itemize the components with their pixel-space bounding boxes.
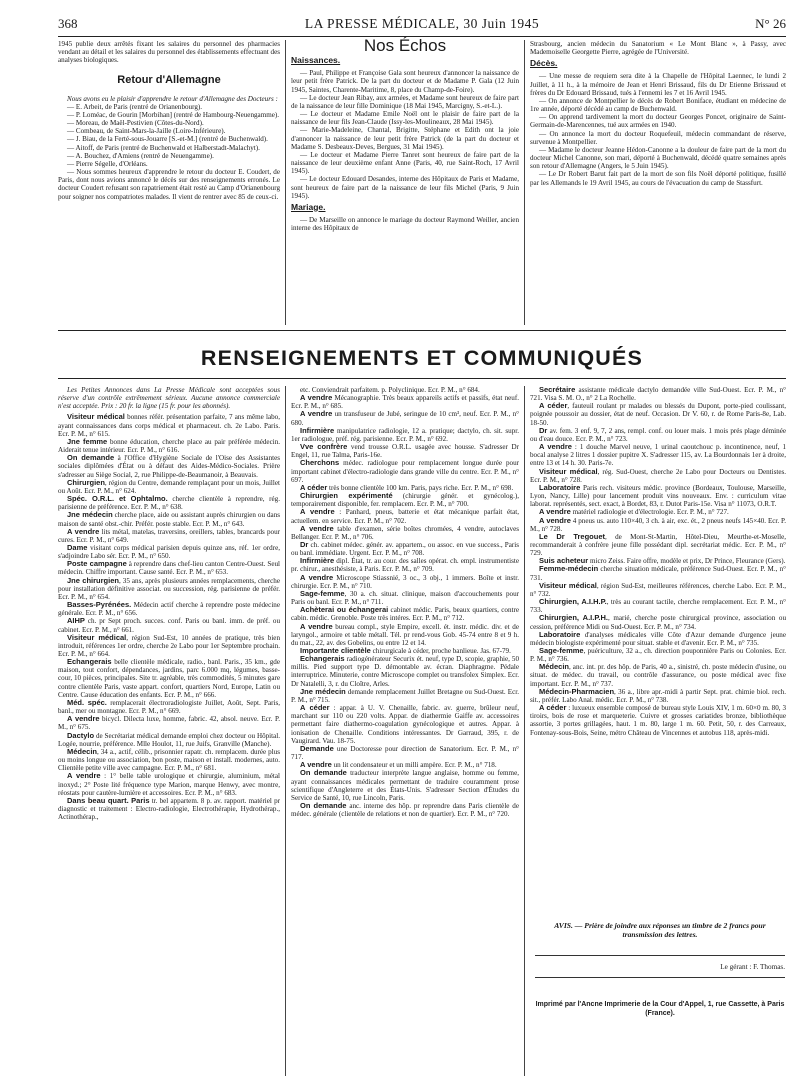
ad-lead: Dr (300, 539, 309, 549)
ad-lead: Chirurgien, A.I.H.P. (539, 597, 607, 607)
ad-text: , région Sud-Est, meilleures références, cherche Labo. Ecr. P. M., n° 732. (530, 581, 786, 598)
ad-lead: Jne chirurgien (67, 575, 119, 585)
ad-item (291, 443, 519, 459)
mariage-heading: Mariage. (291, 201, 326, 212)
ad-text: , puériculture, 32 a., ch. direction pouponnière Paris ou Colonies. Ecr. P. M., n° 736. (530, 647, 786, 664)
ad-lead: Importante clientèle (300, 646, 371, 655)
ad-text: une Doctoresse pour direction de Sanatorium. Ecr. P. M., n° 717. (291, 744, 519, 762)
deces-entry: — On annonce la mort du docteur Roquefeuil, médecin commandant de réserve, survenue à Montpellier. (530, 129, 786, 146)
ad-lead: Echangerais (67, 657, 112, 667)
journal-title: LA PRESSE MÉDICALE, 30 Juin 1945 (304, 16, 540, 31)
ad-text: tr. bel appartem. 8 p. av. rapport. matériel pr diagnostic et traitement : Electro-radiologie, Electrothérapie, Hydrothérap., Actinothérap., (58, 796, 280, 822)
ad-lead: Poste campagne (67, 559, 127, 569)
ad-lead: Cherchons (300, 458, 340, 468)
ad-lead: Echangerais (300, 654, 345, 664)
ad-item (58, 577, 280, 601)
retour-entry: — Pierre Ségelle, d'Orléans. (67, 159, 148, 168)
retour-intro: Nous avons eu le plaisir d'apprendre le retour d'Allemagne des Docteurs : (67, 94, 278, 103)
naissance-entry: — Marie-Madeleine, Chantal, Brigitte, Stéphane et Edith ont la joie d'annoncer la naissance de leur petit frère Patrick (de la part du docteur et Madame S. Desbeaux-Deves, Bergues, 31 Mai 1945). (291, 126, 519, 151)
ad-text: Mécanographie. Très beaux appareils actifs et passifs, état neuf. Ecr. P. M., n° 685. (291, 394, 519, 411)
ad-item (58, 413, 280, 437)
ad-text: radiogénérateur Securix ét. neuf, type D, scopie, graphie, 50 millis. Pied support type D. démontable av. écran. Diaphragme. Pédale interruptrice. Minuterie, contre Microscope complet ou transfolex Simplex. Ecr. Dr Natalelli, 3, r. du Cloître, Arles. (291, 655, 519, 688)
ad-text: , région Sud-Est, 10 années de pratique, très bien introduit, références 1er ordre, cherche 2e Labo pour 1er Septembre prochain. Ecr. P. M., n° 664. (58, 633, 280, 658)
ad-item (530, 647, 786, 663)
ad-text: , 35 ans, après plusieurs années remplacements, cherche pour installation définitive associat. ou succession, rég. parisienne de préfér. Ecr. P. M., n° 654. (58, 576, 280, 601)
ad-lead: Spéc. O.R.L. et Ophtalmo. (67, 494, 168, 504)
ad-lead: Dactylo (67, 730, 95, 740)
ad-item (530, 598, 786, 614)
ad-lead: Basses-Pyrénées. (67, 600, 132, 610)
ad-lead: Visiteur médical (67, 632, 127, 642)
ad-text: d'analyses médicales ville Côte d'Azur demande d'urgence jeune médecin biologiste expérimenté pour situat. stable et d'avenir. Ecr. P. M., n° 735. (530, 630, 786, 647)
ad-text: lits métal, matelas, traversins, oreillers, tables, brancards pour cures. Ecr. P. M., n° 649. (58, 527, 280, 544)
ad-item (291, 492, 519, 508)
ad-item (58, 748, 280, 772)
mariage-entry: — De Marseille on annonce le mariage du docteur Raymond Weiller, ancien interne des Hôpitaux de (291, 215, 519, 233)
ad-text: , rég. Sud-Ouest, cherche 2e Labo pour Docteurs ou Dentistes. Ecr. P. M., n° 728. (530, 467, 786, 484)
ad-item (530, 704, 786, 737)
ad-item (530, 533, 786, 557)
ad-lead: Infirmière (300, 556, 335, 566)
ad-text: bicycl. Dilecta luxe, homme, fabric. 42, absol. neuve. Ecr. P. M., n° 675. (58, 715, 280, 732)
ad-item (530, 582, 786, 598)
ad-text: 4 pneus us. auto 110×40, 3 ch. à air, exc. ét., 2 pneus neufs 145×40. Ecr. P. M., n° 728. (530, 516, 786, 533)
ad-text: cherche clientèle à reprendre, rég. parisienne de préférence. Ecr. P. M., n° 638. (58, 495, 280, 512)
ad-lead: A vendre (300, 760, 332, 770)
ad-item (530, 468, 786, 484)
ad-text: très bonne clientèle 100 km. Paris, pays riche. Ecr. P. M., n° 698. (327, 483, 514, 492)
ad-text: Médecin actif cherche à reprendre poste médecine générale. Ecr. P. M., n° 656. (58, 601, 280, 618)
deces-entry: — On annonce de Montpellier le décès de Robert Boniface, étudiant en médecine de 1re année, déporté décédé au camp de Buchenwald. (530, 96, 786, 114)
ad-text: : 1 douche Marvel neuve, 1 urinal caoutchouc p. incontinence, neuf, 1 bocal analyse 2 litres 1 dossier pupitre X. S'adresser 115, av. La Bourdonnais 1er à droite, entre 13 et 14 h. 30. Paris-7e. (530, 443, 786, 468)
ad-text: Microscope Stiassnié, 3 oc., 3 obj., 1 immers. Boîte et instr. chirurgie. Ecr. P. M., n° 710. (291, 573, 519, 590)
retour-entry: — P. Loméac, de Gourin [Morbihan] (rentré de Hambourg-Neuengamme). (67, 110, 280, 119)
retour-entry: — Moreau, de Maël-Pestivien (Côtes-du-Nord). (67, 119, 204, 128)
ad-text: traducteur interprète langue anglaise, homme ou femme, ayant connaissances médicales permettant de traduire couramment prose scientifique d'Angleterre et des États-Unis. S'adresser Section d'Études du Service de Santé, 10, rue Lincoln, Paris. (291, 769, 519, 802)
ad-lead: A vendre (67, 714, 100, 724)
ad-item (291, 541, 519, 557)
ad-text: , de Mont-St-Martin, Hôtel-Dieu, Meurthe-et-Moselle, recommanderait à confrère jeune fille possédant dipl. secrétariat médic. Ecr. P. M., n° 729. (530, 532, 786, 558)
ad-lead: Méd. spéc. (67, 697, 107, 707)
ad-text: table d'examen, série boîtes chromées, 4 vendre, autoclaves Bellanger. Ecr. P. M., n° 706. (291, 524, 519, 541)
ad-text: : Panhard, pneus, batterie et état mécanique parfait état, actuellem. en service. Ecr. P. M., n° 702. (291, 508, 519, 525)
ad-lead: Femme-médecin (539, 564, 599, 574)
ad-text: de Secrétariat médical demande emploi chez docteur ou Hôpital. Logée, nourrie, préférence. Mlle Houlot, 11, rue Juifs, Granville (Manche). (58, 731, 280, 748)
ad-item (291, 459, 519, 483)
banner-rule-bottom (58, 378, 786, 379)
ad-text: cabinet médic. Paris, beaux quartiers, contre cabin. médic. Grenoble. Poste très intéres. Ecr. P. M., n° 712. (291, 606, 519, 623)
ad-item (291, 688, 519, 704)
ad-lead: Suis acheteur (539, 556, 589, 566)
ad-item (58, 528, 280, 544)
ad-item (291, 745, 519, 761)
ad-lead: A vendre (300, 572, 334, 582)
ad-lead: Demande (300, 743, 334, 753)
ad-item (291, 394, 519, 410)
ads-intro: Les Petites Annonces dans La Presse Médicale sont acceptées sous réserve d'un contrôle extrêmement sérieux. Aucune annonce commerciale n'est acceptée. Prix : 20 fr. la ligne (15 fr. pour les abonnés). (58, 386, 280, 411)
ad-text: bonnes référ. présentation parfaite, 7 ans même labo, ayant connaissances dans corps médical et pharmaceut. ch. 2e Labo. Paris. Ecr. P. M., n° 615. (58, 413, 280, 438)
ad-text: , marié, cherche poste chirurgical province, association ou cession, préférence Midi ou Sud-Ouest. Ecr. P. M., n° 734. (530, 614, 786, 631)
ad-text: cherche situation médicale, préférence Sud-Ouest. Ecr. P. M., n° 731. (530, 565, 786, 582)
ad-text: , anc. int. pr. des hôp. de Paris, 40 a., sinistré, ch. poste médecin d'usine, ou situat. de médec. du travail, ou contrôle d'assurance, ou poste médical avec fixe important. Ecr. P. M., n° 737. (530, 663, 786, 688)
column-divider (285, 40, 286, 325)
ad-text: à l'Office d'Hygiène Sociale de l'Oise des Assistantes sociales diplômées d'État ou à défaut des Aides-Médico-Sociales. Prière s'adresser au Siège Social, 2, rue Philippe-de-Beaumanoir, à Beauvais. (58, 454, 280, 479)
ad-lead: Dr (539, 425, 548, 435)
ad-lead: Achèterai ou échangerai (300, 605, 389, 615)
ad-item (291, 574, 519, 590)
ad-lead: Vve confrère (300, 442, 348, 452)
ad-text: remplacerait électroradiologiste Juillet, Août, Sept. Paris, banl., mer ou montagne. Ecr. P. M., n° 669. (58, 698, 280, 716)
ad-item (58, 797, 280, 821)
ad-text: ch. cabinet médec. génér. av. appartem., ou assoc. en vue success., Paris ou banl. immédiate. Urgent. Ecr. P. M., n° 708. (291, 540, 519, 558)
ad-item (291, 427, 519, 443)
ad-item (530, 517, 786, 533)
ad-lead: Jne femme (67, 436, 108, 446)
ad-lead: Visiteur médical (539, 466, 598, 476)
retour-entry: — J. Biau, de la Ferté-sous-Jouarre [S.-et-M.] (rentré de Buchenwald). (67, 135, 268, 144)
ad-text: : luxueux ensemble composé de bureau style Louis XIV, 1 m. 60×0 m. 80, 3 tiroirs, bois de rose et marqueterie. Cuivre et grosses cariatides bronze, bibliothèque assortie, 3 portes grillagées, haut. 1 m. 80, large 1 m. 60. Petit, 50, r. des Carreaux, Fontenay-sous-Bois, Seine, métro Château de Vincennes et autobus 118, après-midi. (530, 704, 786, 737)
ad-text: chirurgicale à céder, proche banlieue. Jas. 67-79. (370, 647, 511, 655)
naissances-heading: Naissances. (291, 55, 341, 66)
ad-text: micro Zeiss. Faire offre, modèle et prix, Dr Prince, Fleurance (Gers). (588, 557, 786, 566)
ads-column-3 (530, 386, 786, 911)
column-divider (285, 386, 286, 1076)
lead-paragraph: 1945 publie deux arrêtés fixant les salaires du personnel des pharmacies vendant au détail et les salaires du personnel des établissements effectuant des analyses biologiques. (58, 40, 280, 65)
ad-text: (chirurgie génér. et gynécolog.), temporairement disponible, fer. remplacem. Ecr. P. M., n° 700. (291, 492, 519, 509)
ad-lead: Chirurgien expérimenté (300, 491, 393, 501)
ad-item (530, 443, 786, 467)
ad-lead: Laboratoire (539, 482, 581, 492)
ad-text: av. fem. 3 enf. 9, 7, 2 ans, rempl. conf. ou louer mais. 1 mois prés plage déminée ou d'eau douce. Ecr. P. M., n° 723. (530, 426, 786, 443)
echos-title: Nos Échos (363, 36, 447, 55)
ad-item (291, 508, 519, 524)
ad-lead: A vendre (300, 507, 335, 517)
ad-item (530, 688, 786, 704)
ad-text: manipulatrice radiologie, 12 a. pratique; dactylo, ch. sit. supr. 1er radiologue, préf. rég. parisienne. Ecr. P. M., n° 692. (291, 426, 519, 443)
mariage-continuation: Strasbourg, ancien médecin du Sanatorium « Le Mont Blanc », à Passy, avec Mademoiselle Georgette Pierre, agrégée de l'Université. (530, 40, 786, 57)
ad-text: visitant corps médical parisien depuis quinze ans, réf. 1er ordre, s'adjoindre Labo sér. Ecr. P. M., n° 650. (58, 543, 280, 561)
ad-item (530, 565, 786, 581)
ad-lead: Chirurgien, A.I.P.H. (539, 613, 608, 623)
ad-text: médec. radiologue pour remplacement longue durée pour important cabinet d'électro-radiologie dans grande ville du centre. Ecr. P. M., n° 697. (291, 459, 519, 484)
ad-text: vend trousse O.R.L. usagée avec housse. S'adresser Dr Engel, 11, rue Talma, Paris-16e. (291, 443, 519, 460)
ad-text: , 34 a., actif, célib., prisonnier rapatr. ch. remplacem. durée plus ou moins longue ou association, bon poste, maison et install. modernes, auto. Clientèle petite ville avec campagne. Ecr. P. M., n° 681. (58, 747, 280, 773)
section-title-retour: Retour d'Allemagne (117, 74, 221, 87)
column-divider (524, 386, 525, 1076)
ad-text: à reprendre dans chef-lieu canton Centre-Ouest. Seul médecin. Chiffre important. Cause santé. Ecr. P. M., n° 653. (58, 560, 281, 577)
ad-lead: On demande (300, 768, 347, 778)
ad-lead: A céder (539, 401, 568, 411)
ad-text: assistante médicale dactylo demandée ville Sud-Ouest. Ecr. P. M., n° 721. Visa S. M. O., n° 2 La Rochelle. (530, 386, 786, 403)
ad-item (58, 772, 280, 796)
ad-lead: Médecin-Pharmacien (539, 686, 615, 696)
ad-text: anc. interne des hôp. pr reprendre dans Paris clientèle de médec. générale (clientèle de relations et non de quartier). Ecr. P. M., n° 720. (291, 801, 519, 819)
ad-lead: AIHP (67, 616, 85, 626)
echos-column (291, 36, 519, 233)
ad-text: demande remplacement Juillet Bretagne ou Sud-Ouest. Ecr. P. M., n° 715. (291, 687, 519, 704)
printer-imprint: Imprimé par l'Ancne Imprimerie de la Cour d'Appel, 1, rue Cassette, à Paris (France). (535, 1001, 785, 1017)
retour-entry: — E. Arbeit, de Paris (rentré de Orianenbourg). (67, 102, 203, 111)
ad-lead: Médecin (67, 746, 98, 756)
issue-number: N° 26 (755, 16, 786, 31)
ad-item (291, 769, 519, 802)
retour-entry: — A. Bouchez, d'Amiens (rentré de Neuengamme). (67, 151, 214, 160)
ad-lead: A vendre (539, 442, 572, 452)
ad-lead: Visiteur médical (67, 412, 125, 422)
ad-lead: A vendre (67, 526, 100, 536)
ad-item (291, 590, 519, 606)
page-header (58, 16, 786, 34)
gerant-line: Le gérant : F. Thomas. (535, 963, 785, 978)
ad-item (291, 525, 519, 541)
ad-text: etc. Conviendrait parfaitem. p. Polyclinique. Ecr. P. M., n° 684. (300, 386, 480, 394)
ad-item (530, 484, 786, 508)
ad-item (58, 617, 280, 633)
deces-column (530, 40, 786, 187)
ad-lead: Secrétaire (539, 386, 576, 394)
ad-lead: A vendre (539, 515, 571, 525)
ad-lead: Dame (67, 542, 88, 552)
ad-item (58, 495, 280, 511)
ad-lead: A vendre (300, 523, 334, 533)
ad-lead: Visiteur médical (539, 580, 597, 590)
retour-entry: — Combeau, de Saint-Mars-la-Jaille (Loire-Inférieure). (67, 127, 226, 136)
ad-item (530, 402, 786, 426)
ad-lead: A céder (539, 703, 567, 713)
ad-item (58, 601, 280, 617)
column-divider (524, 40, 525, 325)
ad-item (530, 631, 786, 647)
ad-item (530, 386, 786, 402)
ad-text: cherche place, aide ou assistant auprès chirurgien ou dans maison de santé obst.-chir. Préfér. poste stable. Ecr. P. M., n° 643. (58, 511, 281, 528)
ad-lead: Sage-femme (539, 646, 584, 655)
ad-lead: A céder (300, 482, 328, 492)
ads-column-2 (291, 386, 519, 818)
ad-lead: Jne médecin (300, 686, 346, 696)
ad-item (291, 655, 519, 688)
ad-lead: Jne médecin (67, 510, 113, 520)
ad-lead: A vendre (300, 393, 333, 403)
ad-text: : appar. à U. V. Chenaille, fabric. av. guerre, brûleur neuf, marchant sur 110 ou 220 volts. Appar. de diathermie Gaiffe av. accessoires permettant faire diathermo-coagulation gynécologique et autres. Appar. à ionisation de Chenaille. Conditions intéressantes. Dr Garraud, 395, r. de Vaugirard. Vau. 18-75. (291, 704, 519, 745)
ad-lead: Infirmière (300, 425, 335, 435)
ad-item (58, 699, 280, 715)
ad-lead: Dans beau quart. Paris (67, 795, 150, 805)
banner-title: RENSEIGNEMENTS ET COMMUNIQUÉS (200, 346, 644, 370)
ad-lead: Sage-femme (300, 588, 345, 598)
ad-lead: Le Dr Tregouet (539, 531, 605, 541)
ad-text: bonne éducation, cherche place au pair préférée médecin. Aiderait tenue intérieur. Ecr. P. M., n° 616. (58, 437, 281, 455)
naissance-entry: — Paul, Philippe et Françoise Gala sont heureux d'annoncer la naissance de leur petit frère Patrick. De la part du docteur et de Madame P. Gala (12 Juin 1945, Saintes, Charente-Maritime, 8, place du Champ-de-Foire). (291, 69, 519, 94)
naissance-entry: — Le docteur et Madame Emile Noël ont le plaisir de faire part de la naissance de leur fils Jean-Claude (Issy-les-Moulineaux, 28 Mai 1945). (291, 110, 519, 127)
retour-entry: — Aitoff, de Paris (rentré de Buchenwald et Halberstadt-Malachyt). (67, 143, 260, 152)
ad-item (530, 663, 786, 687)
ad-text: , fauteuil roulant pr malades ou blessés du Dupont, porte-pied coulissant, poignée poussoir au dossier, état de neuf. Occasion. Dr V. 60, r. de Rome Paris-8e, Lab. 18-50. (530, 402, 786, 427)
ad-lead: Laboratoire (539, 629, 581, 639)
ad-text: dipl. État, tr. au cour. des salles opérat. ch. empl. instrumentiste pr. chirur., anesthésiste, à Paris. Ecr. P. M., n° 709. (291, 557, 519, 574)
ad-lead: On demande (67, 453, 115, 463)
ad-item (58, 634, 280, 658)
naissance-entry: — Le docteur Jean Ribay, aux armées, et Madame sont heureux de faire part de la naissance de leur fille Dominique (18 Mai 1945, Marcigny, S.-et-L.). (291, 93, 519, 110)
ad-item (291, 557, 519, 573)
page-number: 368 (58, 16, 78, 31)
ad-lead: A vendre (300, 621, 333, 631)
deces-heading: Décès. (530, 58, 558, 69)
ad-lead: A vendre (539, 507, 571, 517)
deces-entry: — Madame le docteur Jeanne Hédon-Canonne a la douleur de faire part de la mort du docteur Michel Canonne, son mari, déporté à Buchenwald, décédé quatre semaines après son retour d'Allemagne (Angers, le 5 Juin 1945). (530, 145, 786, 171)
ad-text: , région du Centre, demande remplaçant pour un mois, Juillet ou Août. Ecr. P. M., n° 624. (58, 478, 280, 495)
banner-rule-top (58, 330, 786, 331)
ad-lead: Médecin (539, 662, 570, 672)
naissance-entry: — Le docteur Edouard Desandes, interne des Hôpitaux de Paris et Madame, sont heureux de faire part de la naissance de leur fils Michel (Paris, 9 Juin 1945). (291, 175, 519, 200)
ad-text: Paris rech. visiteurs médic. province (Bordeaux, Toulouse, Marseille, Lyon, Nancy, Lille) pour lancement produit vins nouveaux. Env. : curriculum vitae laborat. représentés, sect. exact, à Bordet, 83, r. Dutot Paris-15e. Visa n° 11073, O.R.T. (530, 483, 786, 509)
deces-entry: — Une messe de requiem sera dite à la Chapelle de l'Hôpital Laennec, le lundi 2 Juillet, à 11 h., à la mémoire de Jean et Henri Brissaud, fils du Dr Etienne Brissaud et frères du Dr Edouard Brissaud, tués à l'ennemi les 7 et 16 Avril 1945. (530, 72, 786, 97)
avis-notice: AVIS. — Prière de joindre aux réponses un timbre de 2 francs pour transmission des lettres. (535, 921, 785, 956)
ad-item (58, 732, 280, 748)
ad-text: , 30 a. ch. situat. clinique, maison d'accouchements pour Paris ou banl. Ecr. P. M., n° 711. (291, 589, 519, 607)
ad-lead: On demande (300, 800, 347, 810)
ad-text: bureau compl., style Empire, excell. ét. instr. médic. div. et de laryngol., armoire et table métall. Tél. pr rend-vous Gob. 45-74 entre 8 et 9 h. du mat., 22, av. des Gobelins, ou entre 12 et 14. (291, 622, 519, 647)
ad-item (291, 704, 519, 745)
deces-entry: — Le Dr Robert Barut fait part de la mort de son fils Noël déporté politique, fusillé par les Allemands le 19 Avril 1945, au cours de l'évacuation du camp de Stassfurt. (530, 170, 786, 187)
ad-item (58, 658, 280, 699)
deces-entry: — On apprend tardivement la mort du docteur Georges Poncet, originaire de Saint-Germain-de-Marencennes, tué aux armées en 1940. (530, 113, 786, 130)
ad-lead: A vendre (300, 409, 333, 419)
ad-item (58, 454, 280, 478)
ad-item (58, 479, 280, 495)
ad-item (58, 560, 280, 576)
ad-item (58, 544, 280, 560)
ad-text: , 36 a., libre apr.-midi à partir Sept. prat. chimie biol. rech. sit., préfér. Labo Anal. médic. Ecr. P. M., n° 738. (530, 687, 786, 704)
retour-entry: — Nous sommes heureux d'apprendre le retour du docteur E. Coudert, de Paris, dont nous avions annoncé le décès sur des renseignements erronés. Le docteur Coudert refusant son rapatriement était resté au Camp d'Orianenbourg pour soigner nos compatriotes malades. Il vient de rentrer avec 85 de ceux-ci. (58, 168, 280, 201)
ad-item (291, 802, 519, 818)
ad-text: un lit condensateur et un milli ampère. Ecr. P. M., n° 718. (331, 761, 497, 770)
retour-column (58, 40, 280, 201)
ad-item (291, 410, 519, 426)
ad-item (291, 623, 519, 647)
ad-lead: A céder (300, 703, 330, 713)
ad-item (291, 606, 519, 622)
ad-text: : 1° belle table urologique et chirurgie, aluminium, métal inoxyd.; 2° Poste lité fréquence type Marion, marque Henwy, avec montre, réostats pour cautère-lumière et accessoires. Ecr. P. M., n° 683. (58, 772, 280, 797)
ad-item (58, 715, 280, 731)
ad-lead: A vendre (67, 771, 101, 781)
ad-item (58, 511, 280, 527)
ad-text: ch. pr Sept proch. succes. conf. Paris ou banl. imm. de préf. ou cabinet. Ecr. P. M., n° 661. (58, 617, 280, 634)
ad-text: un transfuseur de Jubé, seringue de 10 cm³, neuf. Ecr. P. M., n° 680. (291, 410, 519, 427)
ad-item (530, 427, 786, 443)
ad-item (530, 614, 786, 630)
ad-item (58, 438, 280, 454)
ad-text: matériel radiologie et d'électrologie. Ecr. P. M., n° 727. (570, 508, 729, 517)
naissance-entry: — Le docteur et Madame Pierre Tanret sont heureux de faire part de la naissance de leur deuxième enfant Anne (Paris, 40, rue Saint-Roch, 17 Avril 1945). (291, 150, 519, 176)
ad-text: belle clientèle médicale, radio., banl. Paris., 35 km., gde maison, tout confort, dépendances, jardins, parc 6.000 mq, légumes, basse-cour, 10 pièces, principales. Site tr. agréable, très commodités, 5 minutes gare contre clientèle Paris, vaste appart. confort, quartiers Nord, Europe, Latin ou Centre. Cause éducation des enfants. Ecr. P. M., n° 666. (58, 658, 280, 699)
ads-column-1 (58, 386, 280, 821)
ad-text: , très au courant tactile, cherche remplacement. Ecr. P. M., n° 733. (530, 598, 786, 615)
ad-lead: Chirurgien (67, 477, 105, 487)
